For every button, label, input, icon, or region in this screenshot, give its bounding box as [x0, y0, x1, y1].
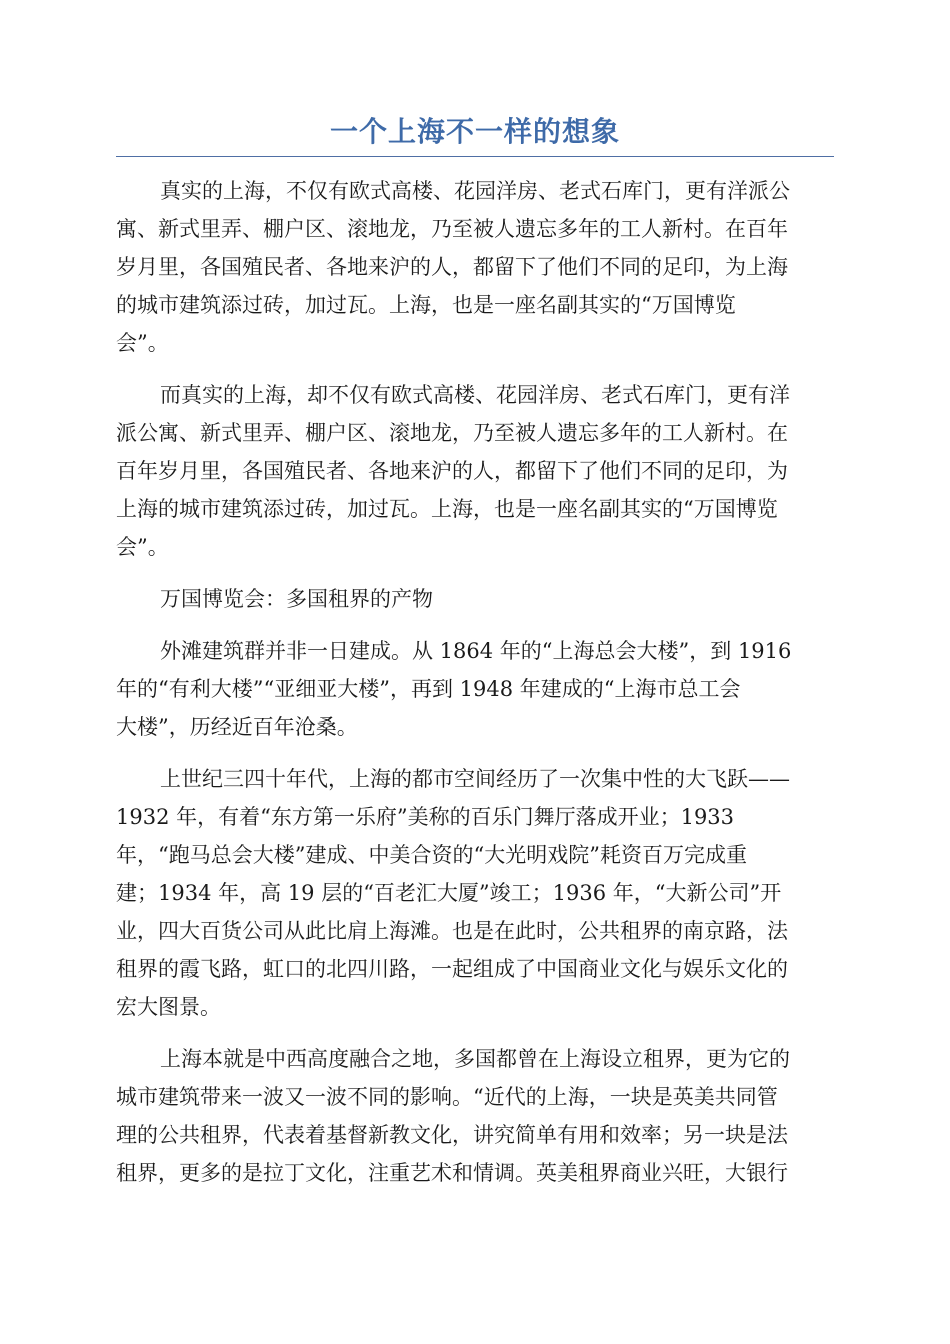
page-title: 一个上海不一样的想象 — [329, 115, 620, 148]
paragraph — [116, 580, 834, 618]
paragraph-line: 派公寓、新式里弄、棚户区、滚地龙，乃至被人遗忘多年的工人新村。在 — [116, 421, 788, 445]
paragraph-line: 1932 年，有着“东方第一乐府”美称的百乐门舞厅落成开业；1933 — [116, 805, 735, 829]
paragraph — [116, 172, 834, 362]
paragraph — [116, 632, 834, 746]
paragraph-line: 年，“跑马总会大楼”建成、中美合资的“大光明戏院”耗资百万完成重 — [116, 843, 747, 867]
paragraph-line: 上海本就是中西高度融合之地，多国都曾在上海设立租界，更为它的 — [160, 1047, 790, 1071]
paragraph-line: 上海的城市建筑添过砖，加过瓦。上海，也是一座名副其实的“万国博览 — [116, 497, 778, 521]
paragraph — [116, 376, 834, 566]
document-body — [116, 172, 834, 1206]
paragraph-line: 岁月里，各国殖民者、各地来沪的人，都留下了他们不同的足印，为上海 — [116, 255, 788, 279]
paragraph-line: 万国博览会：多国租界的产物 — [160, 587, 433, 611]
paragraph-line: 真实的上海，不仅有欧式高楼、花园洋房、老式石库门，更有洋派公 — [160, 179, 790, 203]
paragraph — [116, 1040, 834, 1192]
paragraph-line: 城市建筑带来一波又一波不同的影响。“近代的上海，一块是英美共同管 — [116, 1085, 778, 1109]
paragraph-line: 大楼”，历经近百年沧桑。 — [116, 715, 358, 739]
paragraph-line: 年的“有利大楼”“亚细亚大楼”，再到 1948 年建成的“上海市总工会 — [116, 677, 741, 701]
paragraph-line: 寓、新式里弄、棚户区、滚地龙，乃至被人遗忘多年的工人新村。在百年 — [116, 217, 788, 241]
paragraph-line: 租界的霞飞路，虹口的北四川路，一起组成了中国商业文化与娱乐文化的 — [116, 957, 788, 981]
paragraph-line: 上世纪三四十年代，上海的都市空间经历了一次集中性的大飞跃—— — [160, 767, 790, 791]
paragraph-line: 的城市建筑添过砖，加过瓦。上海，也是一座名副其实的“万国博览 — [116, 293, 736, 317]
paragraph-line: 宏大图景。 — [116, 995, 221, 1019]
paragraph-line: 百年岁月里，各国殖民者、各地来沪的人，都留下了他们不同的足印，为 — [116, 459, 788, 483]
title-block — [116, 112, 834, 157]
paragraph-line: 会”。 — [116, 535, 169, 559]
paragraph-line: 外滩建筑群并非一日建成。从 1864 年的“上海总会大楼”，到 1916 — [160, 639, 792, 663]
paragraph-line: 租界，更多的是拉丁文化，注重艺术和情调。英美租界商业兴旺，大银行 — [116, 1161, 788, 1185]
paragraph-line: 建；1934 年，高 19 层的“百老汇大厦”竣工；1936 年，“大新公司”开 — [116, 881, 782, 905]
paragraph-line: 而真实的上海，却不仅有欧式高楼、花园洋房、老式石库门，更有洋 — [160, 383, 790, 407]
paragraph-line: 理的公共租界，代表着基督新教文化，讲究简单有用和效率；另一块是法 — [116, 1123, 788, 1147]
paragraph-line: 业，四大百货公司从此比肩上海滩。也是在此时，公共租界的南京路，法 — [116, 919, 788, 943]
paragraph — [116, 760, 834, 1026]
paragraph-line: 会”。 — [116, 331, 169, 355]
